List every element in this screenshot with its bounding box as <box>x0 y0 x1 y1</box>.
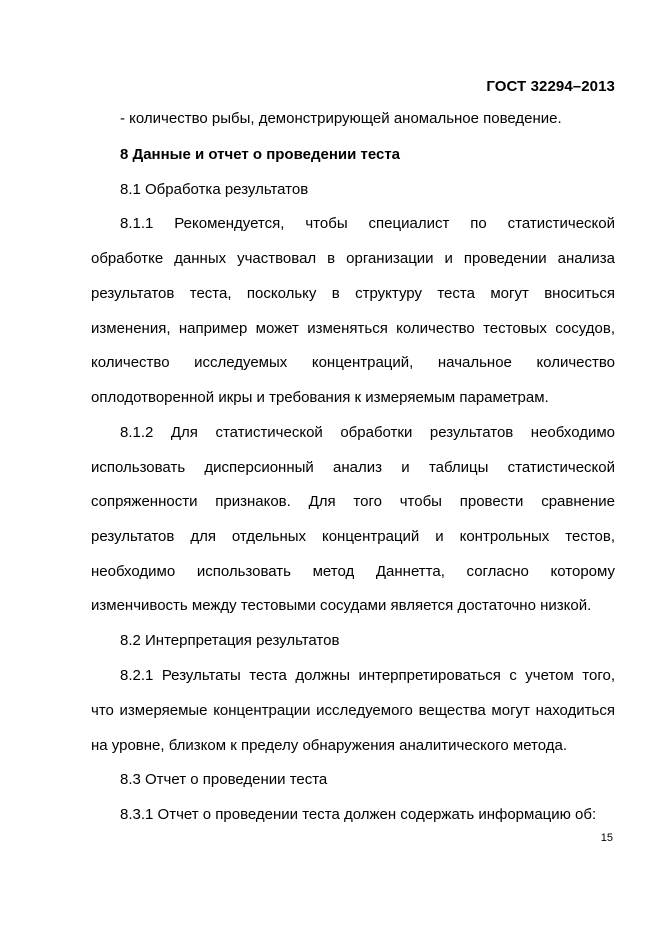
paragraph-line: 8.1.2 Для статистической обработки результатов необходимо <box>120 424 615 441</box>
subsection-heading-8-3: 8.3 Отчет о проведении теста <box>120 771 328 788</box>
paragraph-line: изменения, например может изменяться количество тестовых сосудов, <box>91 320 615 337</box>
page-number: 15 <box>600 832 613 844</box>
paragraph-line: необходимо использовать метод Даннетта, согласно которому <box>91 563 615 580</box>
paragraph-line: 8.2.1 Результаты теста должны интерпретироваться с учетом того, <box>120 667 615 684</box>
paragraph-line: результатов теста, поскольку в структуру теста могут вноситься <box>91 285 615 302</box>
paragraph-line: на уровне, близком к пределу обнаружения аналитического метода. <box>91 737 568 754</box>
paragraph-line: результатов для отдельных концентраций и контрольных тестов, <box>91 528 615 545</box>
paragraph-line: 8.1.1 Рекомендуется, чтобы специалист по статистической <box>120 215 615 232</box>
paragraph-line: количество исследуемых концентраций, начальное количество <box>91 354 615 371</box>
paragraph-line: изменчивость между тестовыми сосудами является достаточно низкой. <box>91 597 592 614</box>
subsection-heading-8-2: 8.2 Интерпретация результатов <box>120 632 340 649</box>
paragraph-line: оплодотворенной икры и требования к измеряемым параметрам. <box>91 389 549 406</box>
list-item-anomalous-behavior: - количество рыбы, демонстрирующей аномальное поведение. <box>120 110 562 127</box>
paragraph-line: что измеряемые концентрации исследуемого вещества могут находиться <box>91 702 615 719</box>
paragraph-line: обработке данных участвовал в организации и проведении анализа <box>91 250 615 267</box>
section-heading-8: 8 Данные и отчет о проведении теста <box>120 146 401 163</box>
subsection-heading-8-1: 8.1 Обработка результатов <box>120 181 309 198</box>
paragraph-line: сопряженности признаков. Для того чтобы провести сравнение <box>91 493 615 510</box>
document-code-header: ГОСТ 32294–2013 <box>486 78 615 95</box>
paragraph-line: использовать дисперсионный анализ и таблицы статистической <box>91 459 615 476</box>
paragraph-line: 8.3.1 Отчет о проведении теста должен содержать информацию об: <box>120 806 597 823</box>
